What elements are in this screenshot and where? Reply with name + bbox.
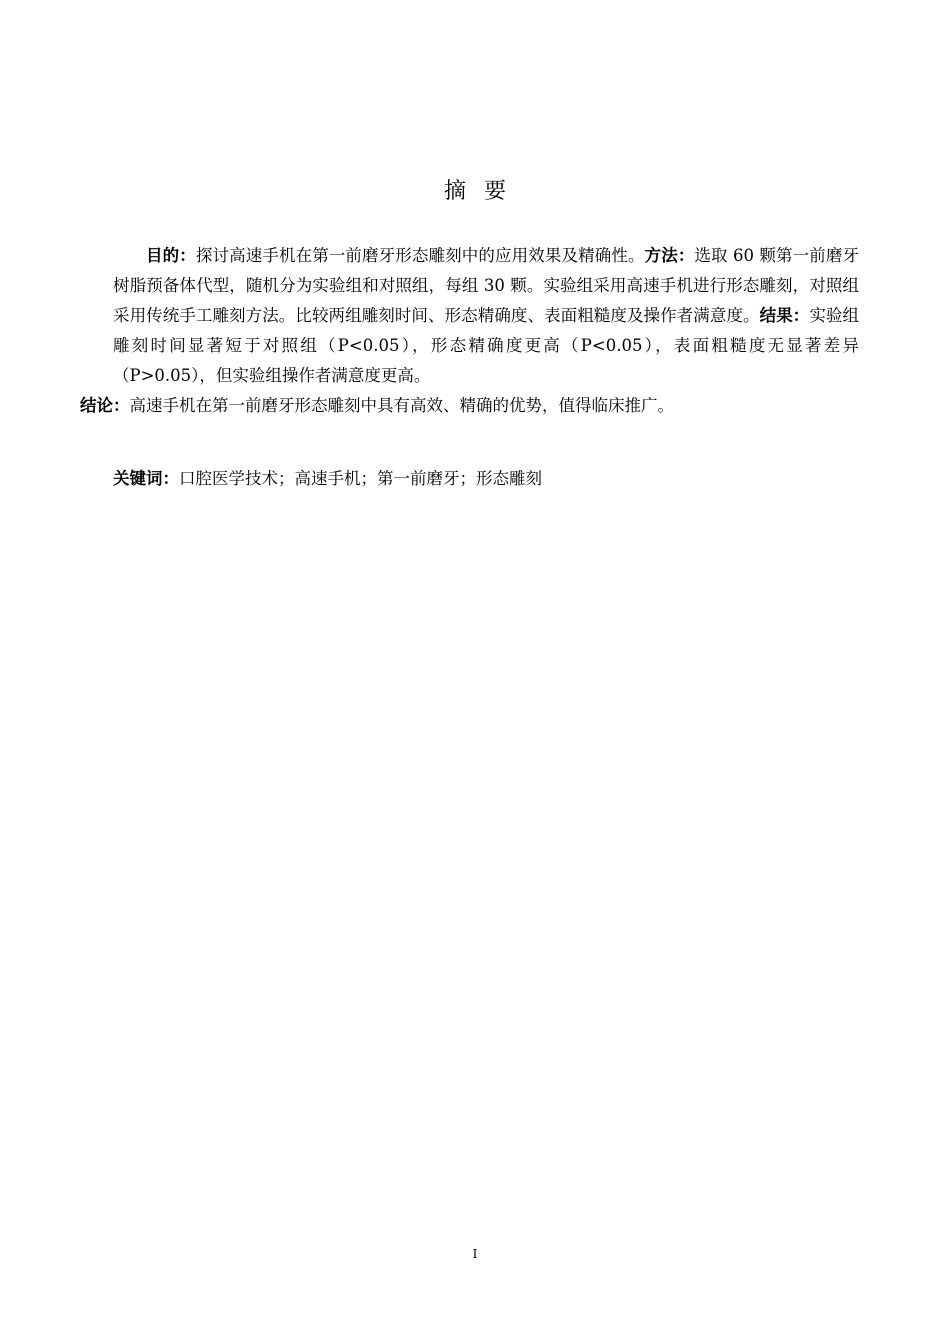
keywords-label: 关键词：: [113, 469, 179, 488]
results-text: 实验组雕刻时间显著短于对照组（P<0.05），形态精确度更高（P<0.05），表面粗糙度无显著差异（P>0.05），但实验组操作者满意度更高。: [113, 306, 860, 385]
abstract-paragraph: [80, 241, 860, 421]
conclusion-label: 结论：: [80, 396, 130, 415]
methods-label: 方法：: [644, 246, 695, 265]
page-number: I: [472, 1247, 478, 1261]
page-title: 摘要: [443, 179, 524, 204]
objective-text: 探讨高速手机在第一前磨牙形态雕刻中的应用效果及精确性。: [195, 246, 645, 265]
results-label: 结果：: [759, 306, 810, 325]
methods-text: 选取 60 颗第一前磨牙树脂预备体代型，随机分为实验组和对照组，每组 30 颗。实验组采用高速手机进行形态雕刻，对照组采用传统手工雕刻方法。比较两组雕刻时间、形态精确度、表面粗糙度及操作者满意度。: [113, 246, 859, 325]
keywords-text: 口腔医学技术；高速手机；第一前磨牙；形态雕刻: [179, 469, 542, 488]
objective-label: 目的：: [146, 246, 196, 265]
keywords-line: [113, 464, 859, 494]
conclusion-text: 高速手机在第一前磨牙形态雕刻中具有高效、精确的优势，值得临床推广。: [129, 396, 674, 415]
